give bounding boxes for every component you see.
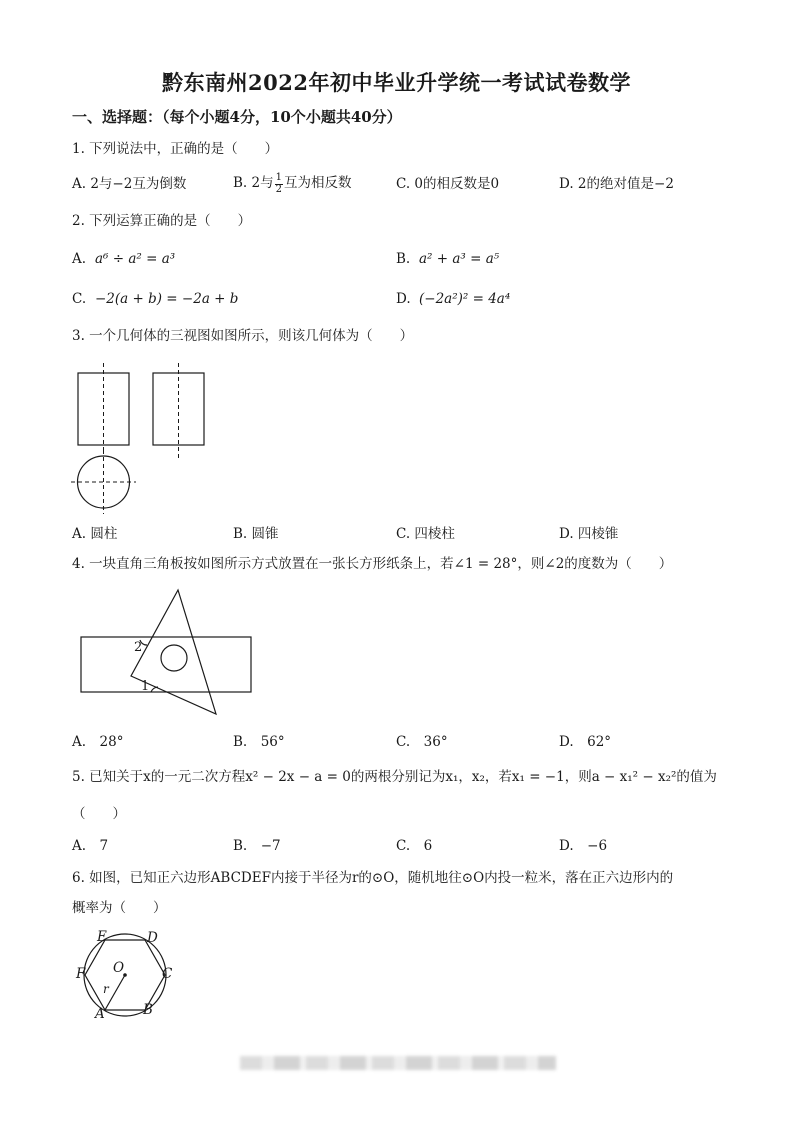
vertex-e-label: E [97, 929, 107, 945]
triangle-on-strip-figure [78, 584, 258, 724]
q1-option-b [233, 173, 351, 195]
q2-option-b-label: B. [396, 251, 411, 267]
q3-option-c: C. 四棱柱 [396, 526, 455, 542]
q5-option-d: D. −6 [559, 838, 608, 854]
section-heading: 一、选择题：（每个小题4分，10个小题共40分） [72, 108, 402, 126]
q2-option-d: (−2a²)² = 4a⁴ [419, 291, 511, 307]
fraction-denominator: 2 [275, 183, 282, 195]
q5-option-c: C. 6 [396, 838, 433, 854]
radius-r-label: r [103, 982, 109, 996]
q1-option-a: A. 2与−2互为倒数 [72, 176, 187, 192]
paper-strip [81, 637, 251, 692]
q1-option-b-fraction [275, 173, 283, 195]
q1-option-b-prefix: B. 2与 [233, 175, 274, 192]
triangle-hole [161, 645, 187, 671]
q1-option-b-suffix: 互为相反数 [283, 175, 352, 192]
q4-option-c: C. 36° [396, 734, 448, 750]
vertex-a-label: A [95, 1006, 105, 1022]
q3-stem: 3. 一个几何体的三视图如图所示，则该几何体为（ ） [72, 328, 414, 344]
three-view-figure [68, 358, 218, 518]
blurred-footer [240, 1056, 556, 1070]
q5-answer-paren: （ ） [72, 806, 126, 822]
angle-1-label: 1 [141, 679, 150, 694]
q5-stem: 5. 已知关于x的一元二次方程x² − 2x − a = 0的两根分别记为x₁，x₂，若x₁ = −1，则a − x₁² − x₂²的值为 [72, 769, 717, 785]
q2-option-b: a² + a³ = a⁵ [419, 251, 500, 267]
q5-option-a: A. 7 [72, 838, 109, 854]
q4-stem: 4. 一块直角三角板按如图所示方式放置在一张长方形纸条上，若∠1 = 28°，则∠2的度数为（ ） [72, 556, 673, 572]
q6-stem: 6. 如图，已知正六边形ABCDEF内接于半径为r的⊙O，随机地往⊙O内投一粒米，落在正六边形内的 [72, 870, 674, 886]
q2-option-a: a⁶ ÷ a² = a³ [95, 251, 176, 267]
q2-option-a-label: A. [72, 251, 87, 267]
vertex-d-label: D [147, 930, 158, 946]
q3-option-a: A. 圆柱 [72, 526, 118, 542]
vertex-b-label: B [143, 1002, 153, 1018]
q1-option-d: D. 2的绝对值是−2 [559, 176, 674, 192]
q2-stem: 2. 下列运算正确的是（ ） [72, 213, 252, 229]
page-title: 黔东南州2022年初中毕业升学统一考试试卷数学 [162, 70, 631, 95]
q5-option-b: B. −7 [233, 838, 281, 854]
q2-option-d-label: D. [396, 291, 411, 307]
q2-option-c: −2(a + b) = −2a + b [95, 291, 239, 307]
center-o-label: O [113, 960, 125, 976]
q4-option-a: A. 28° [72, 734, 124, 750]
fraction-numerator: 1 [275, 172, 282, 183]
q1-stem: 1. 下列说法中，正确的是（ ） [72, 141, 279, 157]
right-triangle [131, 590, 216, 714]
vertex-f-label: F [76, 966, 86, 982]
q3-option-d: D. 四棱锥 [559, 526, 619, 542]
q4-option-b: B. 56° [233, 734, 285, 750]
q1-option-c: C. 0的相反数是0 [396, 176, 500, 192]
vertex-c-label: C [162, 966, 173, 982]
q4-option-d: D. 62° [559, 734, 612, 750]
angle-2-label: 2 [134, 640, 143, 655]
q3-option-b: B. 圆锥 [233, 526, 279, 542]
q6-stem-continued: 概率为（ ） [72, 900, 167, 916]
q2-option-c-label: C. [72, 291, 87, 307]
